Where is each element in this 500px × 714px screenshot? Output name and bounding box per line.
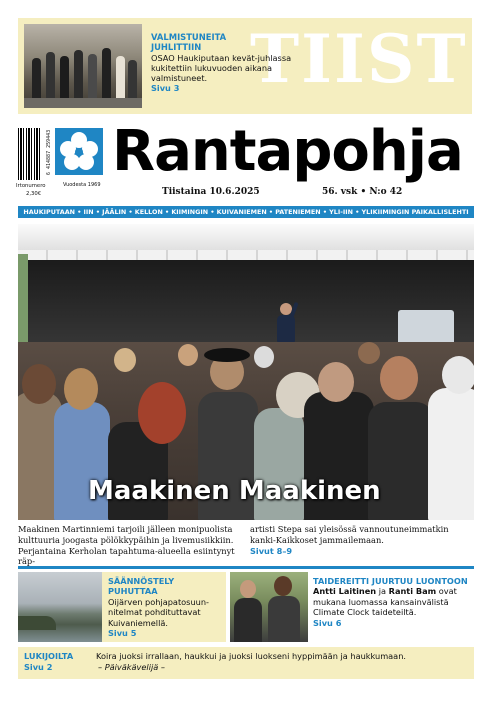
teaser-body: OSAO Haukiputaan kevät-juhlassa kukitettiin lukuvuoden aikana valmistuneet.	[151, 53, 292, 83]
founded-year: Vuodesta 1969	[63, 182, 101, 188]
teaser-big-word: TIIST	[250, 20, 468, 98]
story2-headline: TAIDEREITTI JUURTUU LUONTOON	[313, 576, 468, 586]
story2-body-text: ovat mukana luomassa kansainvälistä Climate Clock taideteiltä.	[313, 586, 457, 618]
story1-text	[108, 576, 224, 638]
barcode-number: 6 414887 259443	[46, 129, 52, 175]
teaser-headline-line: JUHLITTIIN	[151, 42, 202, 52]
lead-text-right	[250, 524, 476, 556]
story2-photo[interactable]	[230, 572, 308, 642]
issue-date: Tiistaina 10.6.2025	[162, 187, 260, 197]
story2-name1: Antti Laitinen	[313, 586, 377, 597]
story1-photo[interactable]	[18, 572, 102, 642]
tent-edge	[18, 250, 474, 260]
teaser-headline	[151, 32, 299, 52]
story2-connector: ja	[376, 586, 389, 597]
story2-page-link[interactable]: Sivu 6	[313, 617, 342, 628]
paper-logo-icon	[55, 128, 103, 175]
story2-body	[313, 586, 475, 617]
story1-page-link[interactable]: Sivu 5	[108, 628, 137, 639]
top-teaser-box[interactable]	[18, 18, 472, 114]
price-label: Irtonumero	[16, 183, 46, 189]
issue-volume: 56. vsk • N:o 42	[322, 187, 403, 197]
readers-body: Koira juoksi irrallaan, haukkui ja juoksi luokseni hyppimään ja haukkumaan.	[96, 651, 406, 661]
main-story-page-link[interactable]: Sivut 8–9	[250, 545, 293, 556]
story2-text	[313, 576, 475, 628]
main-photo-title: Maakinen Maakinen	[88, 476, 381, 506]
story1-headline: SÄÄNNÖSTELY PUHUTTAA	[108, 576, 175, 597]
readers-page-link[interactable]: Sivu 2	[24, 661, 53, 672]
teaser-page-link[interactable]: Sivu 3	[151, 83, 180, 93]
teaser-text	[151, 32, 299, 93]
region-bar: HAUKIPUTAAN • IIN • JÄÄLIN • KELLON • KIIMINGIN • KUIVANIEMEN • PATENIEMEN • YLI-IIN • YLIKIIMINGIN PAIKALLISLEHTI	[18, 206, 474, 218]
price: 2,30€	[26, 191, 42, 197]
readers-label-text: LUKIJOILTA	[24, 651, 74, 661]
teaser-headline-line: VALMISTUNEITA	[151, 32, 227, 42]
story1-body: Oijärven pohjapatosuun-nitelmat pohdituttavat Kuivaniemellä.	[108, 596, 209, 628]
readers-text	[96, 651, 466, 672]
main-photo[interactable]	[18, 224, 474, 520]
paper-name: Rantapohja	[112, 119, 463, 184]
readers-label	[24, 651, 73, 672]
lead-text-left: Maakinen Martinniemi tarjoili jälleen monipuolista kulttuuria joogasta pölökkypäihin ja livemusiikkiin. Perjantaina Kerholan tapahtuma-alueella esiintynyt räp-	[18, 524, 235, 567]
readers-signature: – Päiväkävelijä –	[98, 661, 165, 672]
story2-name2: Ranti Bam	[388, 586, 437, 597]
section-divider	[18, 566, 474, 569]
teaser-photo[interactable]	[24, 24, 142, 108]
barcode	[18, 128, 42, 180]
lead-text-right-body: artisti Stepa sai yleisössä vannoutuneimmatkin kanki-Kaikkoset jammailemaan.	[250, 524, 449, 545]
